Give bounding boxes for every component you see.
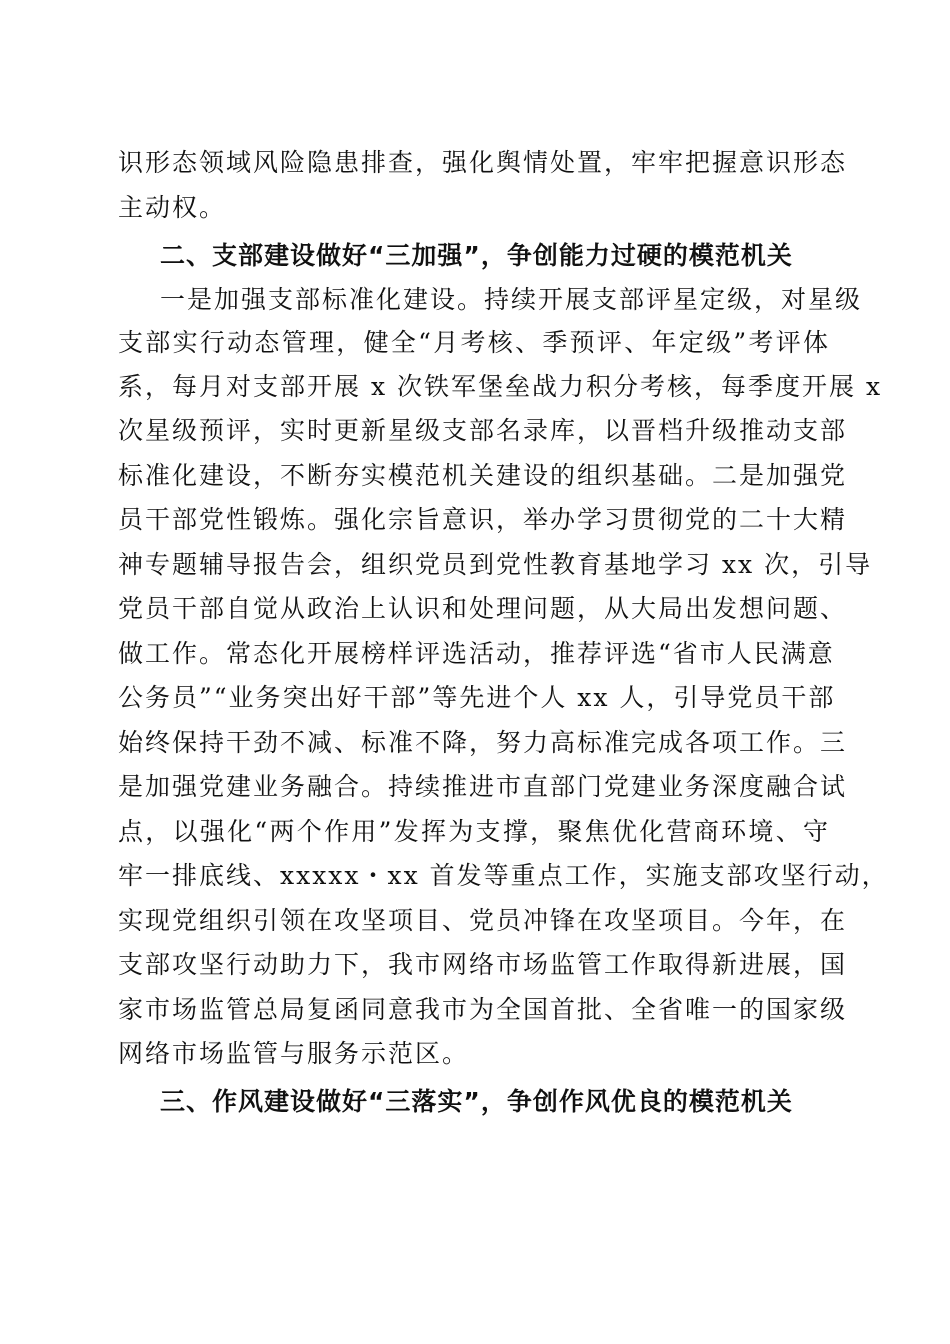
- paragraph-line: 做工作。常态化开展榜样评选活动，推荐评选“省市人民满意: [118, 639, 835, 668]
- paragraph-line: 党员干部自觉从政治上认识和处理问题，从大局出发想问题、: [118, 594, 848, 623]
- paragraph-line: 支部攻坚行动助力下，我市网络市场监管工作取得新进展，国: [118, 950, 848, 979]
- paragraph-line: 支部实行动态管理，健全“月考核、季预评、年定级”考评体: [118, 328, 830, 357]
- paragraph-line: 点，以强化“两个作用”发挥为支撑，聚焦优化营商环境、守: [118, 817, 830, 846]
- paragraph-line: 牢一排底线、xxxxx・xx 首发等重点工作，实施支部攻坚行动，: [118, 861, 889, 890]
- paragraph-line: 网络市场监管与服务示范区。: [118, 1039, 470, 1068]
- paragraph-line: 是加强党建业务融合。持续推进市直部门党建业务深度融合试: [118, 772, 848, 801]
- paragraph-line: 标准化建设，不断夯实模范机关建设的组织基础。二是加强党: [118, 461, 848, 490]
- paragraph-line: 家市场监管总局复函同意我市为全国首批、全省唯一的国家级: [118, 995, 848, 1024]
- paragraph-line: 识形态领域风险隐患排查，强化舆情处置，牢牢把握意识形态: [118, 148, 848, 177]
- paragraph-line: 实现党组织引领在攻坚项目、党员冲锋在攻坚项目。今年，在: [118, 906, 848, 935]
- paragraph-line: 神专题辅导报告会，组织党员到党性教育基地学习 xx 次，引导: [118, 550, 873, 579]
- paragraph-line: 系，每月对支部开展 x 次铁军堡垒战力积分考核，每季度开展 x: [118, 372, 883, 401]
- paragraph-line: 主动权。: [118, 193, 227, 222]
- section-heading-3: 三、作风建设做好“三落实”，争创作风优良的模范机关: [160, 1087, 793, 1116]
- paragraph-line: 始终保持干劲不减、标准不降，努力高标准完成各项工作。三: [118, 728, 848, 757]
- section-heading-2: 二、支部建设做好“三加强”，争创能力过硬的模范机关: [160, 241, 793, 270]
- paragraph-line: 员干部党性锻炼。强化宗旨意识，举办学习贯彻党的二十大精: [118, 505, 848, 534]
- paragraph-line: 次星级预评，实时更新星级支部名录库，以晋档升级推动支部: [118, 416, 848, 445]
- paragraph-line: 公务员”“业务突出好干部”等先进个人 xx 人，引导党员干部: [118, 683, 836, 712]
- paragraph-line: 一是加强支部标准化建设。持续开展支部评星定级，对星级: [160, 285, 863, 314]
